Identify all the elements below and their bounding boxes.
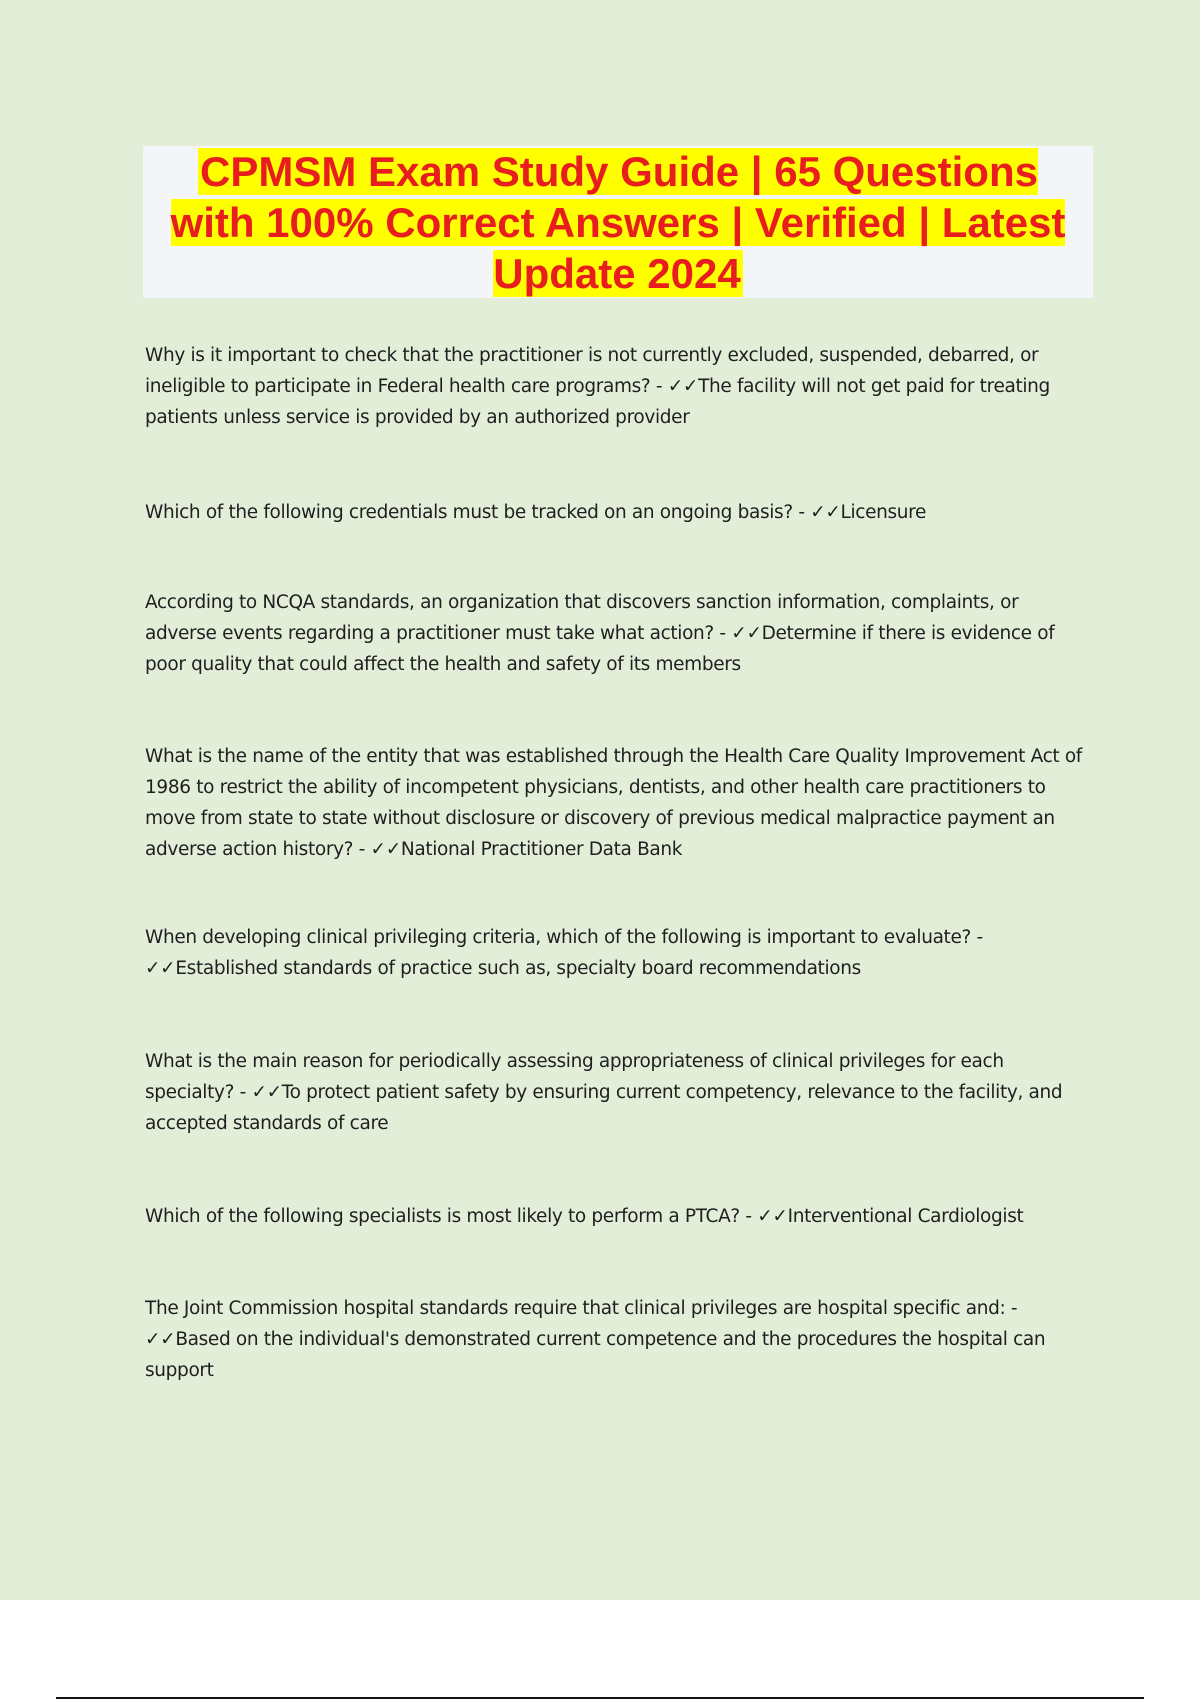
answer-separator: - (650, 376, 668, 397)
question-text: What is the main reason for periodically assessing appropriateness of clinical privileges for each specialty? (145, 1051, 1004, 1103)
answer-text: Based on the individual's demonstrated current competence and the procedures the hospital can support (145, 1329, 1046, 1381)
answer-separator: - (713, 623, 732, 644)
qa-item-5 (145, 922, 1095, 984)
answer-text: National Practitioner Data Bank (400, 839, 683, 860)
checkmark-icon: ✓✓ (731, 623, 762, 644)
qa-item-6 (145, 1046, 1095, 1139)
title-highlight: CPMSM Exam Study Guide | 65 Questions with 100% Correct Answers | Verified | Latest Update 2024 (170, 148, 1066, 297)
checkmark-icon: ✓✓ (667, 376, 699, 397)
answer-text: Interventional Cardiologist (787, 1206, 1024, 1227)
question-text: When developing clinical privileging criteria, which of the following is important to evaluate? (145, 927, 971, 948)
checkmark-icon: ✓✓ (370, 839, 401, 860)
document-title (158, 146, 1078, 299)
checkmark-icon: ✓✓ (251, 1082, 282, 1103)
checkmark-icon: ✓✓ (145, 958, 176, 979)
answer-text: Licensure (840, 502, 927, 523)
checkmark-icon: ✓✓ (757, 1206, 788, 1227)
question-text: Which of the following specialists is most likely to perform a PTCA? (145, 1206, 740, 1227)
question-text: The Joint Commission hospital standards require that clinical privileges are hospital specific and: (145, 1298, 1006, 1319)
qa-item-8 (145, 1293, 1095, 1386)
checkmark-icon: ✓✓ (145, 1329, 176, 1350)
answer-separator: - (970, 927, 983, 948)
answer-separator: - (792, 502, 811, 523)
answer-text: To protect patient safety by ensuring current competency, relevance to the facility, and accepted standards of care (145, 1082, 1063, 1134)
title-box (143, 146, 1093, 298)
answer-text: Determine if there is evidence of poor quality that could affect the health and safety of its members (145, 623, 1055, 675)
qa-item-4 (145, 741, 1095, 865)
answer-text: Established standards of practice such as, specialty board recommendations (175, 958, 861, 979)
question-text: According to NCQA standards, an organization that discovers sanction information, complaints, or adverse events regarding a practitioner must take what action? (145, 592, 1019, 644)
question-text: Which of the following credentials must be tracked on an ongoing basis? (145, 502, 793, 523)
page-divider (56, 1697, 1144, 1699)
answer-text: The facility will not get paid for treating patients unless service is provided by an authorized provider (145, 376, 1050, 428)
question-text: What is the name of the entity that was established through the Health Care Quality Improvement Act of 1986 to restrict the ability of incompetent physicians, dentists, and other health care practitioners to move from state to state without disclosure or discovery of previous medical malpractice payment an adverse action history? (145, 746, 1082, 860)
checkmark-icon: ✓✓ (810, 502, 841, 523)
qa-item-3 (145, 587, 1095, 680)
answer-separator: - (353, 839, 371, 860)
qa-item-7 (145, 1201, 1095, 1232)
answer-separator: - (234, 1082, 252, 1103)
qa-item-2 (145, 497, 1095, 528)
answer-separator: - (739, 1206, 758, 1227)
qa-item-1 (145, 340, 1095, 433)
question-text: Why is it important to check that the practitioner is not currently excluded, suspended, debarred, or ineligible to participate in Federal health care programs? (145, 345, 1039, 397)
answer-separator: - (1005, 1298, 1018, 1319)
